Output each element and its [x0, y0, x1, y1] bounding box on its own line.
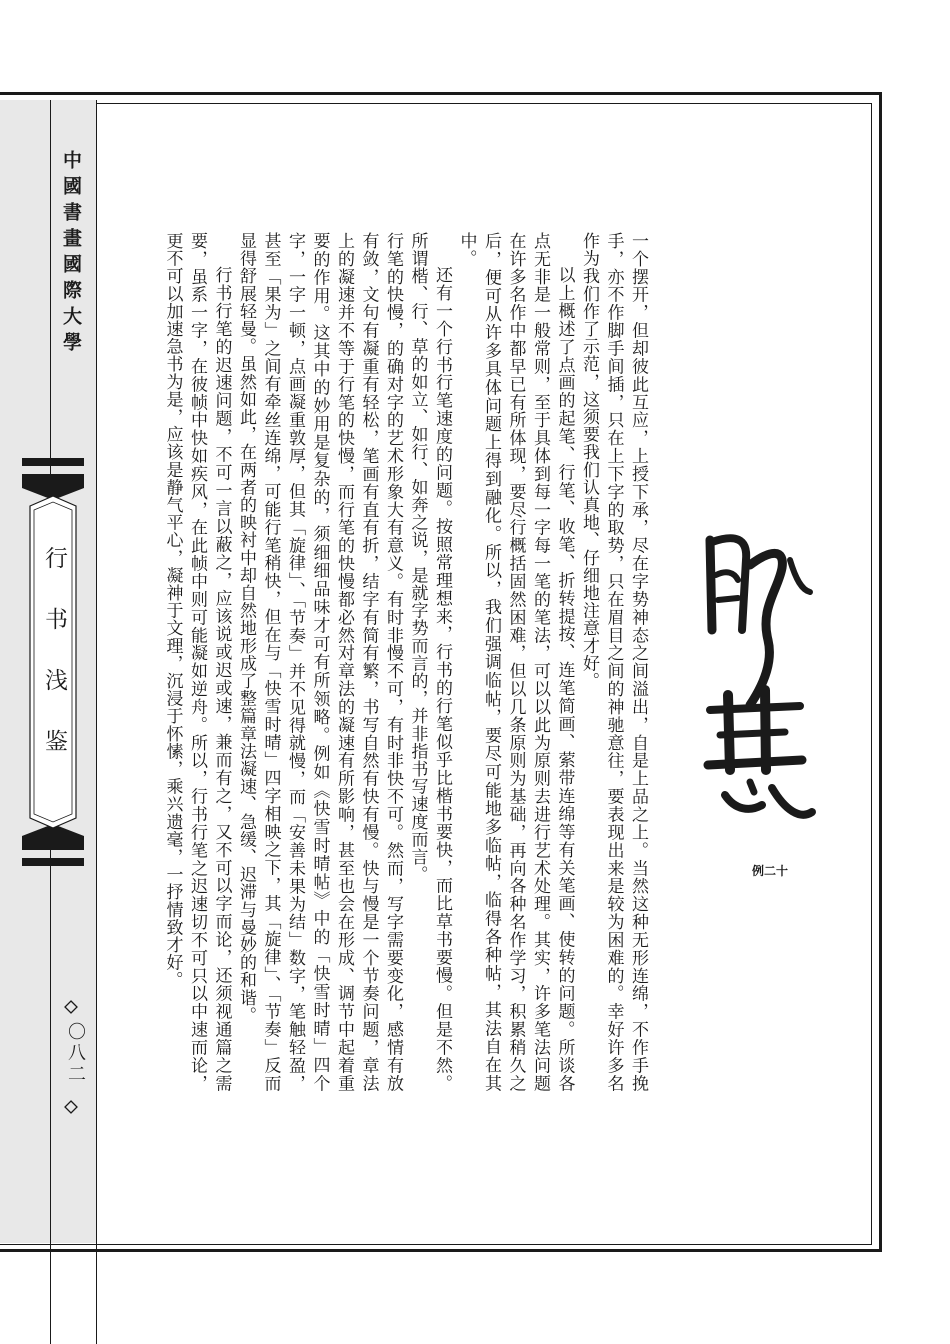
- book-title: 行书浅鉴: [41, 546, 67, 790]
- page-number: 〇八二: [65, 1022, 86, 1085]
- figure-caption: 例二十: [752, 864, 789, 878]
- paragraph-5: 行书行笔的迟速问题，不可一言以蔽之，应该说或迟或速，兼而有之，又不可以字而论，还须视通篇之需要，虽系一字，在彼帧中快如疾风，在此帧中则可能凝如逆舟。所以，行书行笔之迟速切不可只以中速而论，更不可以加速急书为是，应该是静气平心，凝神于文理，沉浸于怀愫，乘兴遗毫，一抒情致才好。: [162, 232, 232, 1092]
- body-text: [162, 232, 650, 1092]
- book-title-cartouche: [22, 458, 84, 866]
- diamond-ornament-top-icon: [64, 1000, 78, 1014]
- calligraphy-example: [690, 520, 820, 840]
- paragraph-2: 以上概述了点画的起笔、行笔、收笔、折转提按、连笔简画、萦带连绵等有关笔画、使转的问题。所谈各点无非是一般常则，至于具体到每一字每一笔的笔法，可以以此为原则去进行艺术处理。其实，许多笔法问题在许多名作中都早已有所体现，要尽行概括固然困难，但以几条原则为基础，再向各种名作学习，积累稍久之后，便可从许多具体问题上得到融化。所以，我们强调临帖，要尽可能地多临帖，临得各种帖，其法自在其中。: [456, 232, 575, 1092]
- sidebar-rule-right: [96, 100, 97, 1344]
- university-name: 中國書畫國際大學: [60, 150, 82, 358]
- paragraph-4: 行笔的快慢，的确对字的艺术形象大有意义。有时非慢不可，有时非快不可。然而，写字需要变化，感情有放有敛，文句有凝重有轻松，笔画有直有折，结字有简有繁，书写自然有快有慢。快与慢是一个节奏问题，章法上的凝速并不等于行笔的快慢，而行笔的快慢都必然对章法的凝速有所影响，甚至也会在形成、调节中起着重要的作用。这其中的妙用是复杂的，须细细品味才可有所领略。例如《快雪时晴帖》中的「快雪时晴」四个字，一字一顿，点画凝重敦厚，但其「旋律」、「节奏」并不见得就慢，而「安善未果为结」数字，笔触轻盈，甚至「果为」之间有牵丝连绵，可能行笔稍快，但在与「快雪时晴」四字相映之下，其「旋律」、「节奏」反而显得舒展轻曼。虽然如此，在两者的映衬中却自然地形成了整篇章法凝速、急缓、迟滞与曼妙的和谐。: [236, 232, 403, 1092]
- diamond-ornament-bottom-icon: [64, 1100, 78, 1114]
- paragraph-1: 一个摆开，但却彼此互应，上授下承，尽在字势神态之间溢出，自是上品之上。当然这种无形连绵，不作手挽手，亦不作脚手间插，只在上下字的取势，只在眉目之间的神驰意往，要表现出来是较为困难的。幸好许多名作为我们作了示范，这须要我们认真地、仔细地注意才好。: [579, 232, 648, 1092]
- paragraph-3: 还有一个行书行笔速度的问题。按照常理想来，行书的行笔似乎比楷书要快，而比草书要慢。但是不然。所谓楷、行、草的如立、如行、如奔之说，是就字势而言的，并非指书写速度而言。: [407, 232, 452, 1092]
